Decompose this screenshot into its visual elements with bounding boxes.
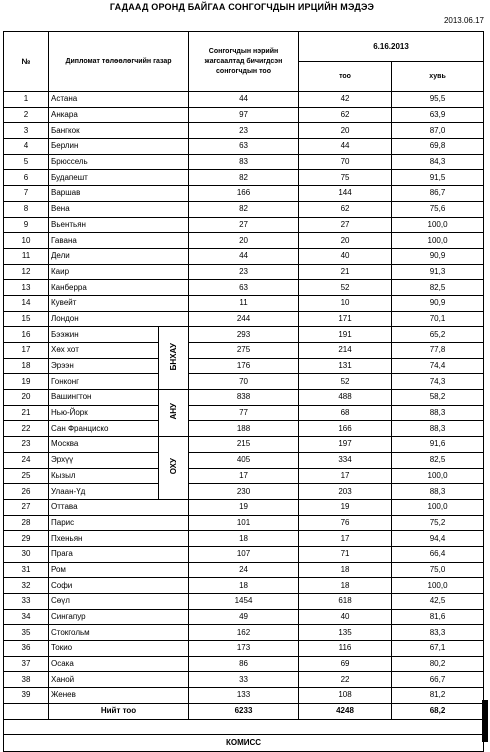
row-number: 30 (4, 546, 49, 562)
mission-city: Будапешт (49, 170, 189, 186)
total-percent: 68,2 (392, 703, 484, 719)
turnout-count: 62 (299, 107, 392, 123)
row-number: 4 (4, 139, 49, 155)
table-body (4, 92, 484, 752)
registered-voters: 405 (189, 452, 299, 468)
row-number: 37 (4, 656, 49, 672)
turnout-count: 108 (299, 688, 392, 704)
mission-city: Вашингтон (49, 390, 159, 406)
table-row (4, 358, 484, 374)
row-number: 28 (4, 515, 49, 531)
table-row (4, 452, 484, 468)
turnout-percent: 82,5 (392, 452, 484, 468)
mission-city: Бээжин (49, 327, 159, 343)
row-number: 7 (4, 186, 49, 202)
registered-voters: 244 (189, 311, 299, 327)
turnout-percent: 75,0 (392, 562, 484, 578)
row-number: 5 (4, 154, 49, 170)
mission-city: Сингапур (49, 609, 189, 625)
mission-city: Канберра (49, 280, 189, 296)
turnout-count: 197 (299, 437, 392, 453)
registered-voters: 82 (189, 170, 299, 186)
mission-city: Кызыл (49, 468, 159, 484)
row-number: 38 (4, 672, 49, 688)
turnout-percent: 91,6 (392, 437, 484, 453)
mission-city: Эрхүү (49, 452, 159, 468)
table-row (4, 405, 484, 421)
turnout-count: 40 (299, 248, 392, 264)
turnout-percent: 74,4 (392, 358, 484, 374)
turnout-percent: 81,2 (392, 688, 484, 704)
row-number: 17 (4, 343, 49, 359)
turnout-count: 76 (299, 515, 392, 531)
registered-voters: 18 (189, 578, 299, 594)
registered-voters: 173 (189, 641, 299, 657)
turnout-percent: 84,3 (392, 154, 484, 170)
mission-city: Оттава (49, 499, 189, 515)
registered-voters: 27 (189, 217, 299, 233)
registered-voters: 86 (189, 656, 299, 672)
row-number: 34 (4, 609, 49, 625)
turnout-count: 203 (299, 484, 392, 500)
turnout-percent: 58,2 (392, 390, 484, 406)
table-row (4, 437, 484, 453)
mission-city: Бангкок (49, 123, 189, 139)
mission-city: Хөх хот (49, 343, 159, 359)
registered-voters: 166 (189, 186, 299, 202)
table-row (4, 374, 484, 390)
registered-voters: 17 (189, 468, 299, 484)
turnout-percent: 100,0 (392, 578, 484, 594)
table-row (4, 170, 484, 186)
registered-voters: 1454 (189, 594, 299, 610)
mission-city: Токио (49, 641, 189, 657)
turnout-percent: 75,2 (392, 515, 484, 531)
row-number: 25 (4, 468, 49, 484)
registered-voters: 20 (189, 233, 299, 249)
row-number: 18 (4, 358, 49, 374)
header-no: № (4, 32, 49, 92)
registered-voters: 11 (189, 295, 299, 311)
header-row-1 (4, 32, 484, 62)
registered-voters: 18 (189, 531, 299, 547)
turnout-percent: 83,3 (392, 625, 484, 641)
mission-city: Варшав (49, 186, 189, 202)
mission-city: Эрээн (49, 358, 159, 374)
mission-city: Улаан-Үд (49, 484, 159, 500)
mission-city: Гавана (49, 233, 189, 249)
header-date-column: 6.16.2013 (299, 32, 484, 62)
turnout-percent: 69,8 (392, 139, 484, 155)
turnout-percent: 66,4 (392, 546, 484, 562)
footer-row (4, 734, 484, 751)
turnout-count: 10 (299, 295, 392, 311)
report-date: 2013.06.17 (443, 16, 484, 25)
mission-city: Дели (49, 248, 189, 264)
table-row (4, 107, 484, 123)
registered-voters: 23 (189, 264, 299, 280)
registered-voters: 293 (189, 327, 299, 343)
registered-voters: 49 (189, 609, 299, 625)
table-row (4, 468, 484, 484)
turnout-percent: 67,1 (392, 641, 484, 657)
table-row (4, 484, 484, 500)
turnout-percent: 65,2 (392, 327, 484, 343)
turnout-count: 144 (299, 186, 392, 202)
total-count: 4248 (299, 703, 392, 719)
turnout-count: 18 (299, 562, 392, 578)
turnout-percent: 91,3 (392, 264, 484, 280)
header-registered: Сонгогчдын нэрийн жагсаалтад бичигдсэн сонгогчдын тоо (189, 32, 299, 92)
turnout-percent: 81,6 (392, 609, 484, 625)
turnout-percent: 94,4 (392, 531, 484, 547)
turnout-count: 488 (299, 390, 392, 406)
registered-voters: 101 (189, 515, 299, 531)
turnout-count: 131 (299, 358, 392, 374)
table-row (4, 499, 484, 515)
region-label (159, 327, 189, 390)
turnout-count: 71 (299, 546, 392, 562)
blank-row (4, 719, 484, 734)
turnout-percent: 91,5 (392, 170, 484, 186)
turnout-count: 68 (299, 405, 392, 421)
mission-city: Прага (49, 546, 189, 562)
mission-city: Пхеньян (49, 531, 189, 547)
table-row (4, 154, 484, 170)
table-row (4, 546, 484, 562)
table-row (4, 390, 484, 406)
registered-voters: 107 (189, 546, 299, 562)
turnout-percent: 75,6 (392, 201, 484, 217)
turnout-percent: 66,7 (392, 672, 484, 688)
table-row (4, 656, 484, 672)
turnout-percent: 77,8 (392, 343, 484, 359)
turnout-count: 69 (299, 656, 392, 672)
row-number: 33 (4, 594, 49, 610)
registered-voters: 230 (189, 484, 299, 500)
mission-city: Москва (49, 437, 159, 453)
turnout-percent: 70,1 (392, 311, 484, 327)
table-row (4, 688, 484, 704)
turnout-count: 20 (299, 233, 392, 249)
table-row (4, 578, 484, 594)
turnout-count: 116 (299, 641, 392, 657)
total-registered: 6233 (189, 703, 299, 719)
row-number: 29 (4, 531, 49, 547)
turnout-count: 52 (299, 280, 392, 296)
table-row (4, 343, 484, 359)
table-row (4, 186, 484, 202)
table-row (4, 280, 484, 296)
turnout-percent: 88,3 (392, 484, 484, 500)
registered-voters: 23 (189, 123, 299, 139)
row-number: 27 (4, 499, 49, 515)
table-row (4, 233, 484, 249)
mission-city: Брюссель (49, 154, 189, 170)
row-number: 24 (4, 452, 49, 468)
row-number: 9 (4, 217, 49, 233)
mission-city: Каир (49, 264, 189, 280)
turnout-percent: 100,0 (392, 233, 484, 249)
turnout-count: 44 (299, 139, 392, 155)
registered-voters: 162 (189, 625, 299, 641)
turnout-count: 334 (299, 452, 392, 468)
turnout-count: 618 (299, 594, 392, 610)
table-row (4, 641, 484, 657)
table-row (4, 531, 484, 547)
row-number: 36 (4, 641, 49, 657)
header-count: тоо (299, 62, 392, 92)
turnout-count: 20 (299, 123, 392, 139)
turnout-percent: 95,5 (392, 92, 484, 108)
region-label-text: БНХАУ (168, 342, 178, 370)
registered-voters: 188 (189, 421, 299, 437)
turnout-count: 18 (299, 578, 392, 594)
mission-city: Вена (49, 201, 189, 217)
turnout-percent: 88,3 (392, 405, 484, 421)
registered-voters: 133 (189, 688, 299, 704)
mission-city: Сан Франциско (49, 421, 159, 437)
turnout-count: 52 (299, 374, 392, 390)
mission-city: Нью-Йорк (49, 405, 159, 421)
turnout-percent: 42,5 (392, 594, 484, 610)
mission-city: Лондон (49, 311, 189, 327)
registered-voters: 24 (189, 562, 299, 578)
region-label-text: ОХУ (168, 457, 178, 475)
registered-voters: 63 (189, 280, 299, 296)
row-number: 20 (4, 390, 49, 406)
table-row (4, 264, 484, 280)
mission-city: Стокгольм (49, 625, 189, 641)
mission-city: Парис (49, 515, 189, 531)
header-mission: Дипломат төлөөлөгчийн газар (49, 32, 189, 92)
registered-voters: 83 (189, 154, 299, 170)
table-row (4, 217, 484, 233)
row-number: 13 (4, 280, 49, 296)
mission-city: Гонконг (49, 374, 159, 390)
registered-voters: 176 (189, 358, 299, 374)
mission-city: Ром (49, 562, 189, 578)
region-label (159, 437, 189, 500)
row-number: 10 (4, 233, 49, 249)
registered-voters: 215 (189, 437, 299, 453)
turnout-percent: 74,3 (392, 374, 484, 390)
row-number: 19 (4, 374, 49, 390)
turnout-count: 22 (299, 672, 392, 688)
turnout-count: 135 (299, 625, 392, 641)
mission-city: Берлин (49, 139, 189, 155)
mission-city: Осака (49, 656, 189, 672)
row-number: 6 (4, 170, 49, 186)
turnout-count: 27 (299, 217, 392, 233)
row-number: 1 (4, 92, 49, 108)
table-row (4, 201, 484, 217)
turnout-percent: 80,2 (392, 656, 484, 672)
registered-voters: 44 (189, 92, 299, 108)
mission-city: Кувейт (49, 295, 189, 311)
blank-cell (4, 719, 484, 734)
turnout-percent: 100,0 (392, 468, 484, 484)
turnout-percent: 87,0 (392, 123, 484, 139)
registered-voters: 19 (189, 499, 299, 515)
total-row (4, 703, 484, 719)
turnout-percent: 82,5 (392, 280, 484, 296)
row-number: 3 (4, 123, 49, 139)
cell-shadow (482, 700, 488, 742)
table-row (4, 123, 484, 139)
registered-voters: 63 (189, 139, 299, 155)
row-number: 26 (4, 484, 49, 500)
table-row (4, 248, 484, 264)
commission-label: КОМИСС (4, 734, 484, 751)
header-percent: хувь (392, 62, 484, 92)
table-row (4, 421, 484, 437)
turnout-percent: 88,3 (392, 421, 484, 437)
turnout-percent: 100,0 (392, 499, 484, 515)
turnout-count: 17 (299, 468, 392, 484)
row-number: 39 (4, 688, 49, 704)
registered-voters: 82 (189, 201, 299, 217)
turnout-count: 19 (299, 499, 392, 515)
mission-city: Астана (49, 92, 189, 108)
turnout-table (3, 31, 484, 752)
row-number: 12 (4, 264, 49, 280)
row-number: 23 (4, 437, 49, 453)
row-number: 32 (4, 578, 49, 594)
mission-city: Вьентьян (49, 217, 189, 233)
row-number: 21 (4, 405, 49, 421)
table-row (4, 327, 484, 343)
row-number: 2 (4, 107, 49, 123)
turnout-count: 40 (299, 609, 392, 625)
table-row (4, 311, 484, 327)
row-number: 22 (4, 421, 49, 437)
row-number: 15 (4, 311, 49, 327)
turnout-count: 75 (299, 170, 392, 186)
table-row (4, 594, 484, 610)
registered-voters: 44 (189, 248, 299, 264)
row-number: 14 (4, 295, 49, 311)
page-title: ГАДААД ОРОНД БАЙГАА СОНГОГЧДЫН ИРЦИЙН МЭДЭЭ (109, 2, 375, 12)
table-row (4, 609, 484, 625)
turnout-count: 42 (299, 92, 392, 108)
mission-city: Софи (49, 578, 189, 594)
table-row (4, 562, 484, 578)
registered-voters: 97 (189, 107, 299, 123)
row-number: 35 (4, 625, 49, 641)
row-number: 31 (4, 562, 49, 578)
mission-city: Анкара (49, 107, 189, 123)
mission-city: Ханой (49, 672, 189, 688)
turnout-count: 191 (299, 327, 392, 343)
table-row (4, 295, 484, 311)
row-number: 16 (4, 327, 49, 343)
turnout-count: 171 (299, 311, 392, 327)
registered-voters: 275 (189, 343, 299, 359)
turnout-count: 214 (299, 343, 392, 359)
registered-voters: 70 (189, 374, 299, 390)
turnout-count: 62 (299, 201, 392, 217)
table-row (4, 139, 484, 155)
table-row (4, 672, 484, 688)
turnout-percent: 86,7 (392, 186, 484, 202)
row-number: 8 (4, 201, 49, 217)
turnout-percent: 100,0 (392, 217, 484, 233)
table-row (4, 625, 484, 641)
row-number: 11 (4, 248, 49, 264)
turnout-count: 21 (299, 264, 392, 280)
table-row (4, 515, 484, 531)
total-blank (4, 703, 49, 719)
region-label-text: АНУ (168, 402, 178, 420)
mission-city: Сөүл (49, 594, 189, 610)
mission-city: Женев (49, 688, 189, 704)
total-label: Нийт тоо (49, 703, 189, 719)
turnout-count: 17 (299, 531, 392, 547)
region-label (159, 390, 189, 437)
turnout-percent: 63,9 (392, 107, 484, 123)
table-row (4, 92, 484, 108)
registered-voters: 838 (189, 390, 299, 406)
turnout-count: 70 (299, 154, 392, 170)
registered-voters: 77 (189, 405, 299, 421)
registered-voters: 33 (189, 672, 299, 688)
turnout-percent: 90,9 (392, 248, 484, 264)
turnout-percent: 90,9 (392, 295, 484, 311)
turnout-count: 166 (299, 421, 392, 437)
